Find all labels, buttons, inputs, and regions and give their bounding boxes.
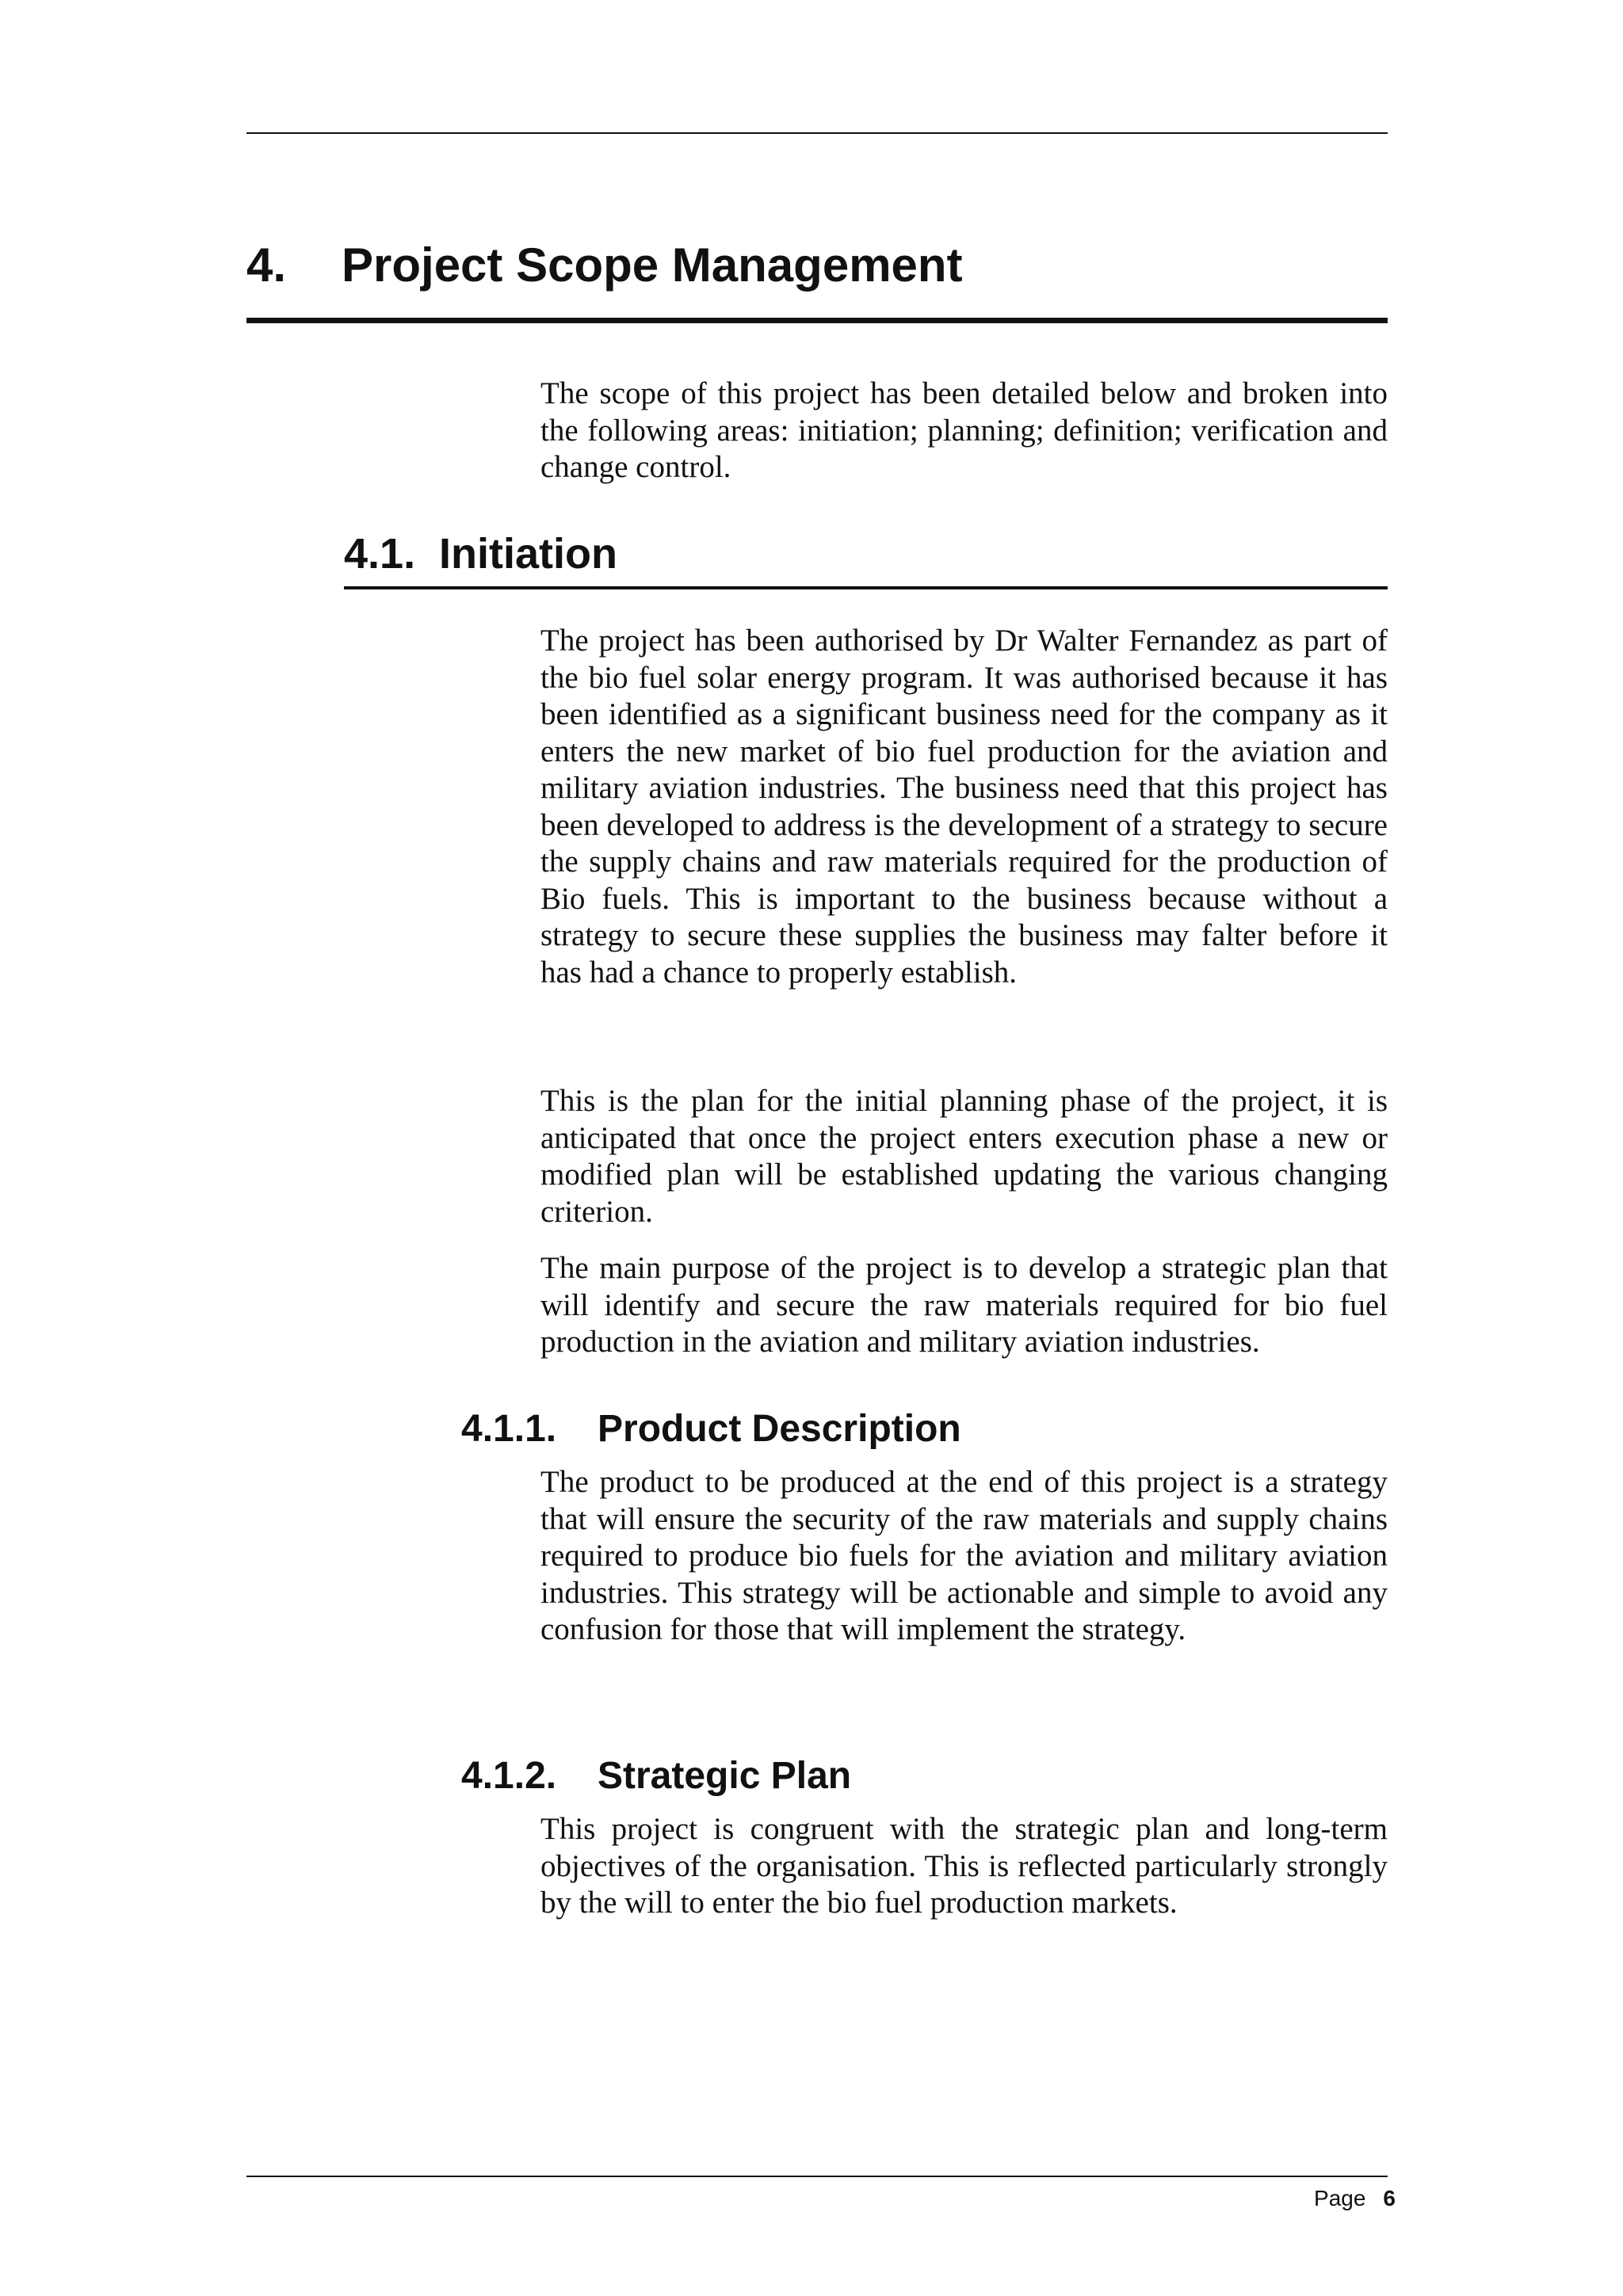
section-number: 4. <box>246 238 287 292</box>
page-label: Page <box>1314 2186 1366 2210</box>
section-intro-paragraph: The scope of this project has been detailed below and broken into the following areas: initiation; planning; definition; verification and change control. <box>540 376 1388 484</box>
initiation-paragraph-1: The project has been authorised by Dr Walter Fernandez as part of the bio fuel solar energy program. It was authorised because it has been identified as a significant business need for the company as it enters the new market of bio fuel production for the aviation and military aviation industries. The business need that this project has been developed to address is the development of a strategy to secure the supply chains and raw materials required for the production of Bio fuels. This is important to the business because without a strategy to secure these supplies the business may falter before it has had a chance to properly establish. <box>540 624 1388 990</box>
subsection-heading-initiation <box>344 529 1388 578</box>
footer-rule <box>246 2176 1388 2177</box>
heading-title: Product Description <box>598 1408 961 1450</box>
product-description-paragraph: The product to be produced at the end of this project is a strategy that will ensure the security of the raw materials and supply chains required to produce bio fuels for the aviation and military aviation industries. This strategy will be actionable and simple to avoid any confusion for those that will implement the strategy. <box>540 1465 1388 1646</box>
page-number: 6 <box>1383 2186 1396 2210</box>
heading-number: 4.1.2. <box>461 1755 557 1797</box>
initiation-paragraph-2: This is the plan for the initial planning phase of the project, it is anticipated that once the project enters execution phase a new or modified plan will be established updating the various changing criterion. <box>540 1084 1388 1229</box>
heading-strategic-plan <box>461 1754 1388 1798</box>
initiation-paragraph-3: The main purpose of the project is to develop a strategic plan that will identify and secure the raw materials required for bio fuel production in the aviation and military aviation industries. <box>540 1251 1388 1359</box>
heading-number: 4.1.1. <box>461 1408 557 1450</box>
section-heading-rule <box>246 318 1388 323</box>
section-title: Project Scope Management <box>342 238 963 292</box>
subsection-title: Initiation <box>439 530 617 578</box>
heading-product-description <box>461 1407 1388 1451</box>
subsection-heading-rule <box>344 586 1388 589</box>
subsection-number: 4.1. <box>344 530 416 578</box>
section-heading <box>246 238 1388 292</box>
strategic-plan-paragraph: This project is congruent with the strategic plan and long-term objectives of the organisation. This is reflected particularly strongly by the will to enter the bio fuel production markets. <box>540 1812 1388 1920</box>
heading-title: Strategic Plan <box>598 1755 852 1797</box>
page-footer <box>1314 2185 1396 2212</box>
header-rule <box>246 132 1388 134</box>
